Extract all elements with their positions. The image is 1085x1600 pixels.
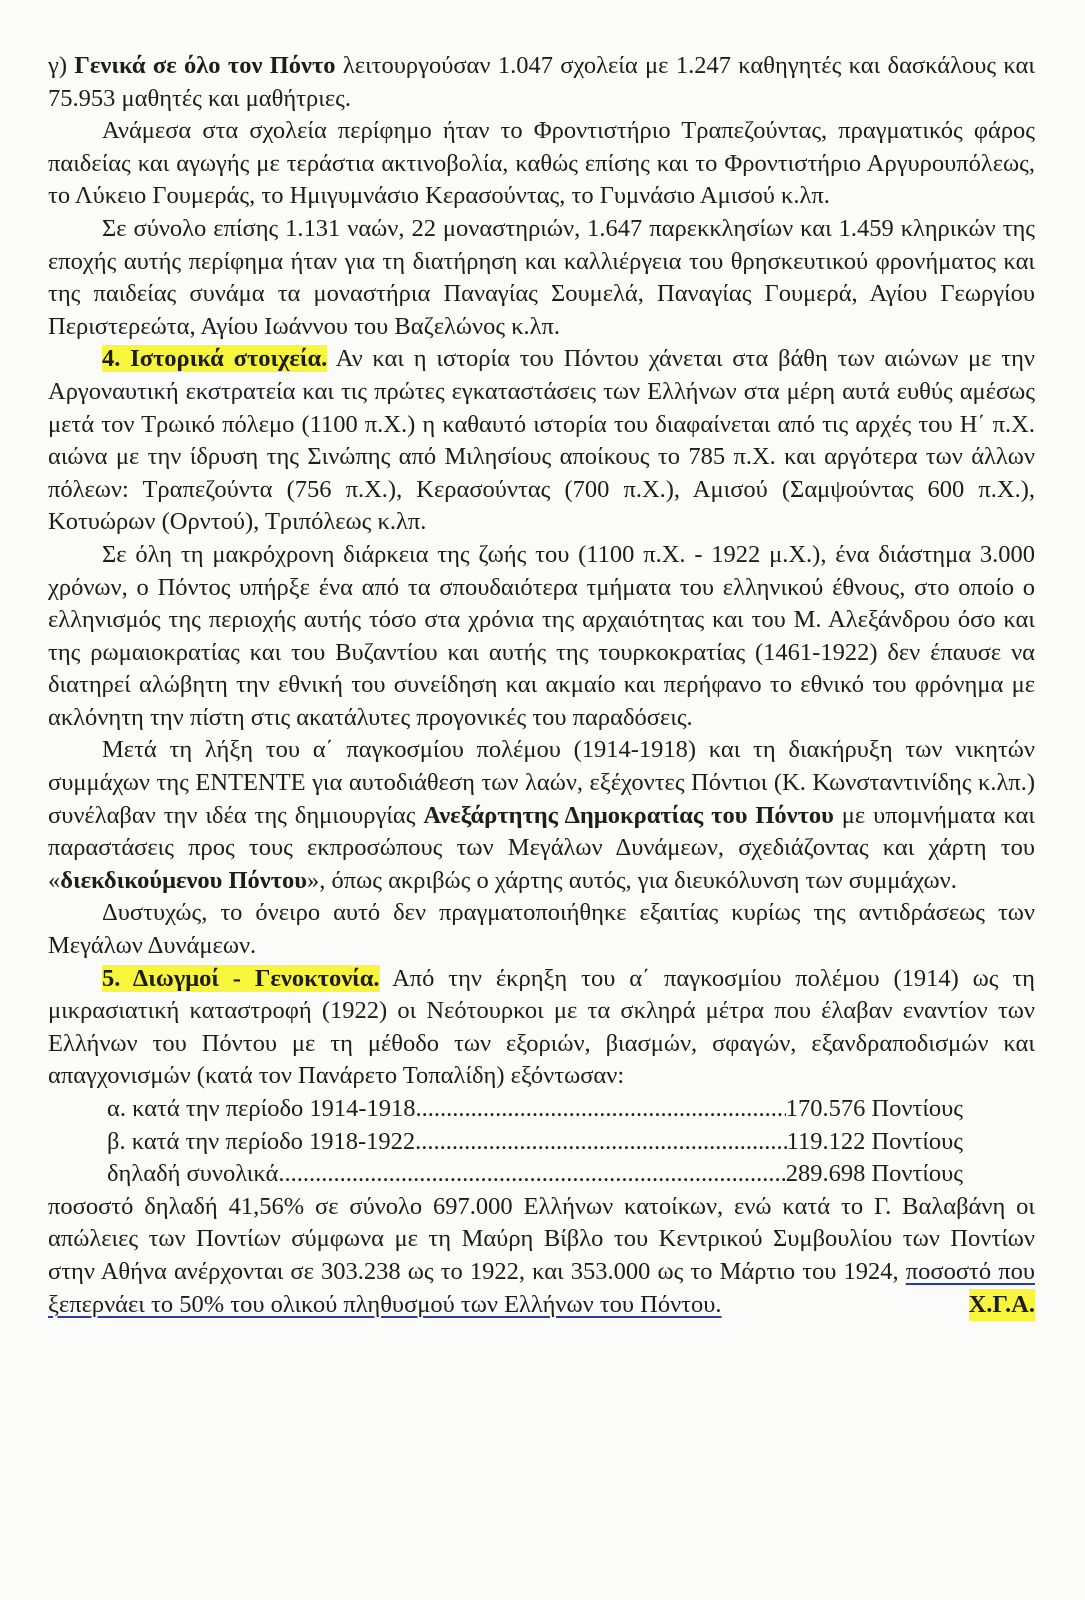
list-item-label: α. κατά την περίοδο 1914-1918 [107,1095,416,1122]
paragraph-persecutions [48,963,1035,1093]
list-item [48,1093,1035,1126]
section-heading-historical: 4. Ιστορικά στοιχεία. [102,345,328,373]
dot-leader [415,1126,786,1159]
paragraph-long-history: Σε όλη τη μακρόχρονη διάρκεια της ζωής του (1100 π.Χ. - 1922 μ.Χ.), ένα διάστημα 3.000 χρόνων, ο Πόντος υπήρξε ένα από τα σπουδαιότερα τμήματα του ελληνικού έθνους, στο οποίο ο ελληνισμός της περιοχής αυτής τόσο στα χρόνια της αρχαιότητας και του Μ. Αλεξάνδρου όσο και της ρωμαιοκρατίας και του Βυζαντίου και αυτής της τουρκοκρατίας (1461-1922) δεν έπαυσε να διατηρεί αλώβητη την εθνική του συνείδηση και ακμαίο και περήφανο το εθνικό του φρόνημα με ακλόνητη την πίστη στις ακατάλυτες προγονικές του παραδόσεις. [48,540,1035,731]
paragraph-churches-monasteries: Σε σύνολο επίσης 1.131 ναών, 22 μοναστηριών, 1.647 παρεκκλησίων και 1.459 κληρικών της εποχής αυτής περίφημα ήταν για τη διατήρηση και καλλιέργεια του θρησκευτικού φρονήματος και της παιδείας συνάμα τα μοναστήρια Παναγίας Σουμελά, Παναγίας Γουμερά, Αγίου Γεωργίου Περιστερεώτα, Αγίου Ιωάννου του Βαζελώνος κ.λπ. [48,214,1035,340]
bold-phrase: διεκδικούμενου Πόντου [60,866,308,894]
paragraph-schools-total [48,50,1035,115]
paragraph-text: ποσοστό δηλαδή 41,56% σε σύνολο 697.000 Ελλήνων κατοίκων, ενώ κατά το Γ. Βαλαβάνη οι απώλειες των Ποντίων σύμφωνα με τη Μαύρη Βίβλο του Κεντρικού Συμβουλίου των Ποντίων στην Αθήνα ανέρχονται σε 303.238 ως το 1922, και 353.000 ως το Μάρτιο του 1924, [48,1192,1035,1285]
list-item-value: 119.122 Ποντίους [786,1127,963,1155]
paragraph-text: Μετά τη λήξη του α΄ παγκοσμίου πολέμου (1914-1918) και τη διακήρυξη των νικητών συμμάχων της ENTENTE για αυτοδιάθεση των λαών, εξέχοντες Πόντιοι (Κ. Κωνσταντινίδης κ.λπ.) συνέλαβαν την ιδέα της δημιουργίας [48,736,1035,829]
paragraph-text: λειτουργούσαν 1.047 σχολεία με 1.247 καθηγητές και δασκάλους και 75.953 μαθητές και μαθήτριες. [48,52,1035,112]
paragraph-independent-republic [48,734,1035,897]
bold-phrase: Ανεξάρτητης Δημοκρατίας του Πόντου [423,801,834,829]
paragraph-famous-schools: Ανάμεσα στα σχολεία περίφημο ήταν το Φροντιστήριο Τραπεζούντας, πραγματικός φάρος παιδείας και αγωγής με τεράστια ακτινοβολία, καθώς επίσης και το Φροντιστήριο Αργυρουπόλεως, το Λύκειο Γουμεράς, το Ημιγυμνάσιο Κερασούντας, το Γυμνάσιο Αμισού κ.λπ. [48,117,1035,210]
paragraph-text: με υπομνήματα και παραστάσεις προς τους εκπροσώπους των Μεγάλων Δυνάμεων, σχεδιάζοντας και χάρτη του « [48,801,1035,894]
list-item-label: δηλαδή συνολικά [107,1160,279,1188]
dot-leader [416,1093,786,1126]
list-item [48,1158,1035,1191]
list-item [48,1126,1035,1159]
underlined-phrase: ποσοστό που ξεπερνάει το 50% του ολικού πληθυσμού των Ελλήνων του Πόντου. [48,1257,1035,1318]
paragraph-text: Αν και η ιστορία του Πόντου χάνεται στα βάθη των αιώνων με την Αργοναυτική εκστρατεία και τις πρώτες εγκαταστάσεις των Ελλήνων στα μέρη αυτά ευθύς αμέσως μετά τον Τρωικό πόλεμο (1100 π.Χ.) η καθαυτό ιστορία του διαφαίνεται από τις αρχές του Η΄ π.Χ. αιώνα με την ίδρυση της Σινώπης από Μιλησίους αποίκους το 785 π.Χ. και αργότερα των άλλων πόλεων: Τραπεζούντα (756 π.Χ.), Κερασούντας (700 π.Χ.), Αμισού (Σαμψούντας 600 π.Χ.), Κοτυώρων (Ορντού), Τριπόλεως κ.λπ. [48,345,1035,536]
paragraph-percentage [48,1191,1035,1321]
casualty-list [48,1093,1035,1191]
paragraph-text: Από την έκρηξη του α΄ παγκοσμίου πολέμου (1914) ως τη μικρασιατική καταστροφή (1922) οι Νεότουρκοι με τα σκληρά μέτρα που έλαβαν εναντίον των Ελλήνων του Πόντου με τη μέθοδο των εξοριών, βιασμών, σφαγών, εξανδραποδισμών και απαγχονισμών (κατά τον Πανάρετο Τοπαλίδη) εξόντωσαν: [48,964,1035,1090]
paragraph-unfortunately: Δυστυχώς, το όνειρο αυτό δεν πραγματοποιήθηκε εξαιτίας κυρίως της αντιδράσεως των Μεγάλων Δυνάμεων. [48,899,1035,960]
author-signature: Χ.Γ.Α. [969,1289,1035,1322]
paragraph-historical-data [48,343,1035,539]
dot-leader [278,1158,785,1191]
list-item-label: β. κατά την περίοδο 1918-1922 [107,1127,416,1155]
list-item-value: 170.576 Ποντίους [785,1095,963,1122]
section-heading-persecutions: 5. Διωγμοί - Γενοκτονία. [102,964,380,992]
item-marker: γ) [48,52,75,79]
paragraph-text: », όπως ακριβώς ο χάρτης αυτός, για διευκόλυνση των συμμάχων. [307,866,957,894]
bold-phrase: Γενικά σε όλο τον Πόντο [74,52,336,79]
list-item-value: 289.698 Ποντίους [785,1160,963,1188]
